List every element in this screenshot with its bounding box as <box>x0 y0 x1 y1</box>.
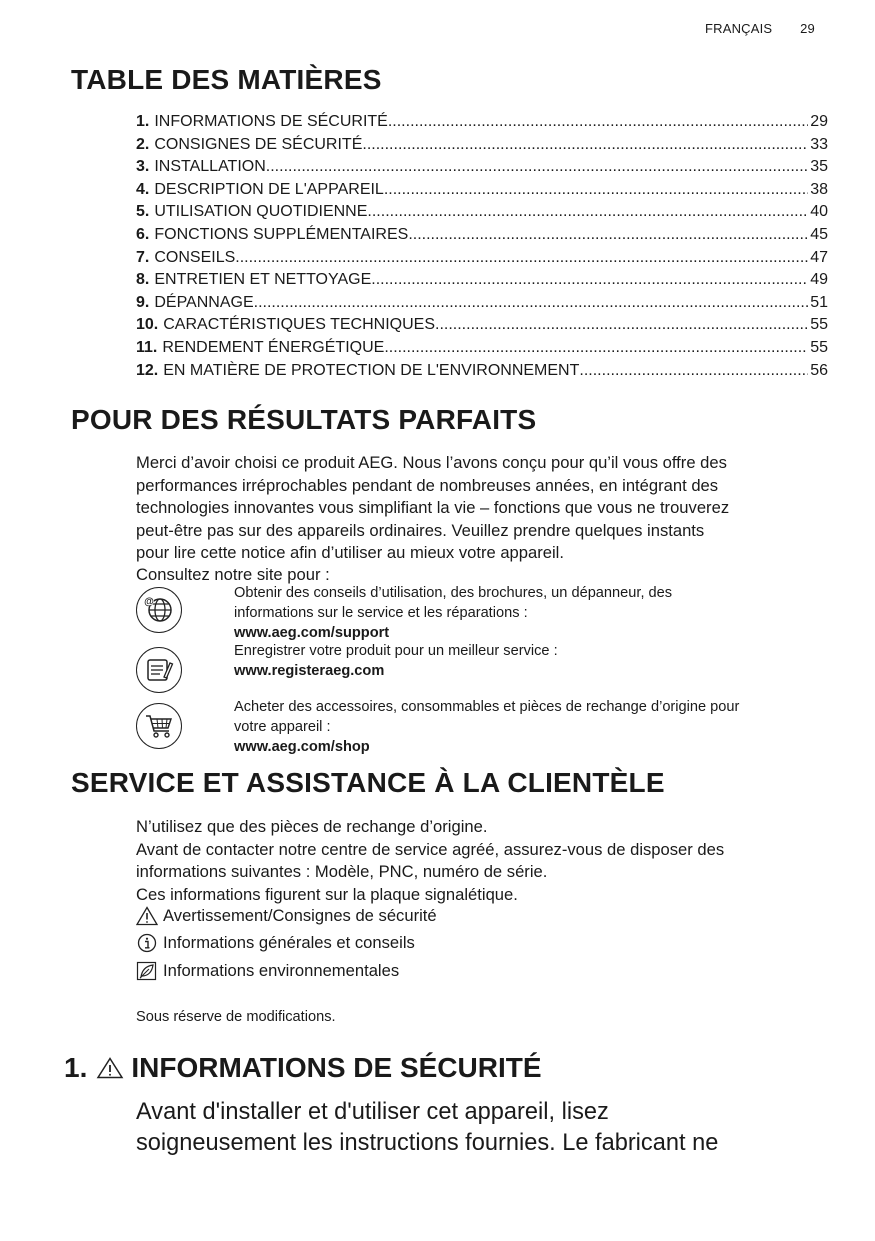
symbol-legend <box>136 902 437 985</box>
support-link[interactable]: www.aeg.com/support <box>234 625 390 641</box>
toc-item[interactable]: 11. RENDEMENT ÉNERGÉTIQUE ..... 55 <box>136 337 828 360</box>
toc-item[interactable]: 9. DÉPANNAGE ..... 51 <box>136 292 828 315</box>
results-section-title: POUR DES RÉSULTATS PARFAITS <box>71 404 537 435</box>
section-title: INFORMATIONS DE SÉCURITÉ <box>131 1052 542 1083</box>
toc-item[interactable]: 5. UTILISATION QUOTIDIENNE ..... 40 <box>136 201 828 224</box>
shop-block: Acheter des accessoires, consommables et pièces de rechange d’origine pour votre appareil : www.aeg.com/shop <box>136 703 836 753</box>
shopping-cart-icon <box>136 703 182 749</box>
service-intro: N’utilisez que des pièces de rechange d’origine. Avant de contacter notre centre de service agréé, assurez-vous de disposer des informations suivantes : Modèle, PNC, numéro de série. Ces informations figurent sur la plaque signalétique. <box>136 817 725 904</box>
language-label: FRANÇAIS <box>704 21 773 36</box>
register-block: Enregistrer votre produit pour un meilleur service : www.registeraeg.com <box>136 647 836 697</box>
register-form-icon <box>136 647 182 693</box>
toc-item[interactable]: 8. ENTRETIEN ET NETTOYAGE ..... 49 <box>136 269 828 292</box>
legend-item: Informations générales et conseils <box>136 930 437 958</box>
legend-item: Avertissement/Consignes de sécurité <box>136 902 437 930</box>
safety-section-title <box>64 1052 542 1084</box>
warning-icon <box>95 1056 125 1080</box>
support-block: @ Obtenir des conseils d’utilisation, des brochures, un dépanneur, des informations sur le service et les réparations : www.aeg.com/support <box>136 587 836 637</box>
info-icon <box>136 933 158 953</box>
safety-intro: Avant d'installer et d'utiliser cet appareil, lisez soigneusement les instructions fournies. Le fabricant ne <box>136 1099 719 1156</box>
results-intro: Merci d’avoir choisi ce produit AEG. Nous l’avons conçu pour qu’il vous offre des performances irréprochables pendant de nombreuses années, en intégrant des technologies innovantes vous simplifiant la vie – fonctions que vous ne trouverez peut-être pas sur des appareils ordinaires. Veuillez prendre quelques instants pour lire cette notice afin d’utiliser au mieux votre appareil. Consultez notre site pour : <box>136 453 730 584</box>
section-number: 1. <box>64 1052 88 1083</box>
modification-note: Sous réserve de modifications. <box>136 1009 336 1025</box>
toc-title: TABLE DES MATIÈRES <box>71 64 382 95</box>
globe-at-icon <box>136 587 182 633</box>
toc-item[interactable]: 4. DESCRIPTION DE L'APPAREIL ..... 38 <box>136 179 828 202</box>
service-section-title: SERVICE ET ASSISTANCE À LA CLIENTÈLE <box>71 767 665 798</box>
toc-item[interactable]: 6. FONCTIONS SUPPLÉMENTAIRES ..... 45 <box>136 224 828 247</box>
shop-link[interactable]: www.aeg.com/shop <box>234 739 370 755</box>
page-number: 29 <box>800 21 815 36</box>
toc-item[interactable]: 12. EN MATIÈRE DE PROTECTION DE L'ENVIRONNEMENT ..... 56 <box>136 360 828 383</box>
toc-item[interactable]: 10. CARACTÉRISTIQUES TECHNIQUES ..... 55 <box>136 314 828 337</box>
svg-text:@: @ <box>144 596 154 608</box>
legend-item: Informations environnementales <box>136 957 437 985</box>
table-of-contents <box>136 111 828 382</box>
toc-item[interactable]: 7. CONSEILS ..... 47 <box>136 247 828 270</box>
page-header <box>705 21 815 36</box>
toc-item[interactable]: 2. CONSIGNES DE SÉCURITÉ ..... 33 <box>136 134 828 157</box>
toc-item[interactable]: 1. INFORMATIONS DE SÉCURITÉ ..... 29 <box>136 111 828 134</box>
leaf-icon <box>136 961 158 981</box>
warning-icon <box>136 906 158 926</box>
register-link[interactable]: www.registeraeg.com <box>234 663 385 679</box>
toc-item[interactable]: 3. INSTALLATION ..... 35 <box>136 156 828 179</box>
